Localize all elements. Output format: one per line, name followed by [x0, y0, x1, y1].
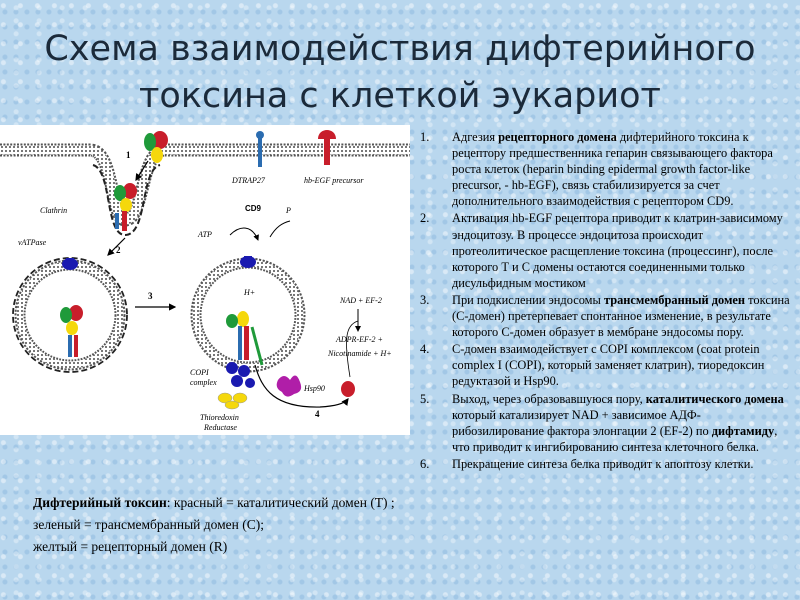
toxin-interaction-diagram	[0, 125, 410, 435]
hsp90	[277, 375, 301, 396]
step-2-number: 2	[116, 245, 121, 255]
clathrin-label: Clathrin	[40, 206, 68, 215]
thioredoxin-reductase	[218, 393, 247, 409]
step-item	[420, 210, 790, 290]
step-text: Выход, через образовавшуюся пору,	[452, 391, 646, 406]
p-label: P	[286, 206, 291, 215]
arrow-4	[255, 365, 348, 407]
step-3-number: 3	[148, 291, 153, 301]
legend-caption	[33, 492, 405, 558]
step-item	[420, 341, 790, 389]
hsp90-label: Hsp90	[304, 384, 325, 393]
copi-label-1: COPI	[190, 368, 209, 377]
nad-label: NAD + EF-2	[340, 296, 382, 305]
p-arrow	[270, 221, 290, 237]
thioredoxin-label-2: Reductase	[204, 423, 237, 432]
step-text: Прекращение синтеза белка приводит к апоптозу клетки.	[452, 456, 754, 471]
copi-label-2: complex	[190, 378, 217, 387]
toxin-in-pore	[226, 311, 262, 365]
toxin-in-endosome	[60, 305, 83, 357]
step-text: токсина (С-домен) претерпевает спонтанное изменение, в результате которого С-домен образует в мембране эндосомы пору.	[452, 292, 790, 340]
page-title: Схема взаимодействия дифтерийного токсина с клеткой эукариот	[44, 29, 756, 116]
step-number: 2.	[420, 211, 430, 226]
step-number: 1.	[420, 130, 430, 144]
vatpase-pump-1	[62, 258, 78, 270]
step-number: 5.	[420, 391, 430, 406]
h-plus-label: H+	[244, 288, 256, 297]
cd9-label: CD9	[245, 204, 262, 213]
thioredoxin-label-1: Thioredoxin	[200, 413, 239, 422]
step-item	[420, 292, 790, 340]
step-1-number: 1	[126, 150, 131, 160]
step-4-number: 4	[315, 409, 320, 419]
vatpase-label: vATPase	[18, 238, 47, 247]
step-text-bold: каталитического домена	[645, 391, 784, 406]
step-text: С-домен взаимодействует с COPI комплексом (coat protein complex I (COPI), который заменяет клатрин), тиоредоксин редуктазой и Hsp90.	[452, 342, 765, 389]
diagram-svg	[0, 125, 410, 435]
step-item	[420, 129, 790, 209]
step-text: который катализирует NAD + зависимое АДФ-рибозилирование фактора элонгации 2 (EF-2) по	[452, 407, 712, 438]
step-text: Активация hb-EGF рецептора приводит к клатрин-зависимому эндоцитозу. В процессе эндоцитоза происходит протеолитическое расщепление токсина (процессинг), после которого Т и С домены остаются соединенными только дисульфидным мостиком	[452, 211, 783, 290]
step-item	[420, 391, 790, 455]
nicotinamide-label: Nicotinamide + H+	[328, 349, 392, 358]
step-text-bold: трансмембранный домен	[603, 292, 746, 307]
caption-bold: Дифтерийный токсин	[33, 495, 167, 510]
step-text-bold: дифтамиду	[711, 423, 775, 438]
process-steps-list	[420, 129, 790, 473]
caption-line-1: : красный = каталитический домен (Т) ; зеленый = трансмембранный домен (С);	[33, 495, 395, 532]
step-text: дифтерийного токсина к рецептору предшественника гепарин связывающего фактора роста клеток (heparin binding epidermal growth factor-like precursor, - hb-EGF), связь стабилизируется за счет дополнительного взаимодействия с рецептором CD9.	[452, 130, 773, 209]
step-number: 4.	[420, 342, 430, 357]
atp-arrow	[230, 228, 258, 240]
step-text-bold: рецепторного домена	[498, 130, 617, 144]
vatpase-pump-2	[240, 256, 256, 268]
step-number: 3.	[420, 292, 430, 307]
step-number: 6.	[420, 456, 430, 471]
step-text: , что приводит к ингибированию синтеза клеточного белка.	[452, 423, 778, 454]
atp-label: ATP	[198, 230, 212, 239]
adpr-label: ADPR-EF-2 +	[336, 335, 383, 344]
step-text: Адгезия	[452, 130, 499, 144]
hbegf-label: hb-EGF precursor	[304, 176, 364, 185]
step-item	[420, 456, 790, 472]
caption-line-2: желтый = рецепторный домен (R)	[33, 539, 228, 554]
catalytic-domain-released	[341, 381, 355, 397]
step-text: При подкислении эндосомы	[452, 292, 604, 307]
dtrap27-label: DTRAP27	[232, 176, 265, 185]
